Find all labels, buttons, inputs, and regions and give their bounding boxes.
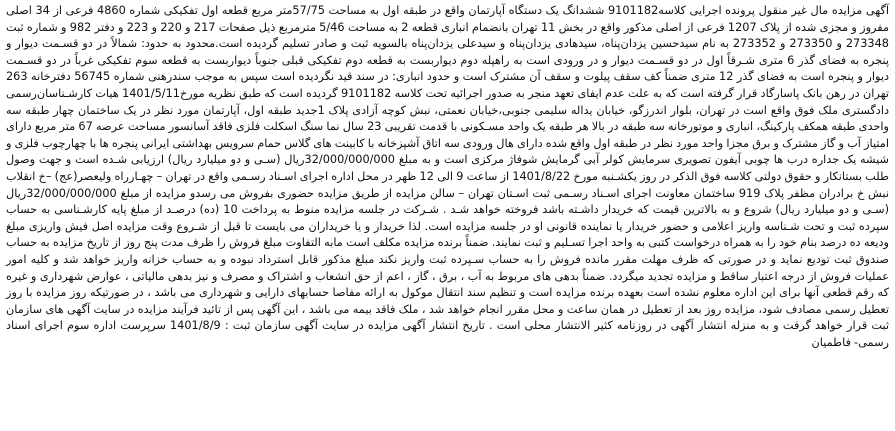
auction-notice-text: آگهی مزایده مال غیر منقول پرونده اجرایی کلاسه9101182 ششدانگ یک دستگاه آپارتمان واقع در طبقه اول به مساحت 57/75متر مربع قطعه اول تفکیکی شماره 4860 فرعی از 34 اصلی مفروز و مجزی شده از پلاک 1207 فرعی از اصلی مذکور واقع در بخش 11 تهران بانضمام انباری قطعه 2 به مساحت 5/46 مترمربع ذیل صفحات 217 و 220 و 223 و دفتر 982 و شماره ثبت 273348 و 273350 و 273352 به نام سیدحسین یزدان‌پناه، سیدهادی یزدان‌پناه و سیدعلی یزدان‌پناه بالسویه ثبت و صادر تسلیم گردیده است.محدود به حدود: شمالاً در دو قسـمت دیوار و پنجره به فضای گذر 6 متری شـرقاً اول در دو قسـمت دیوار و در ورودی است به راهپله دوم دیواربست به قطعه دوم تفکیکی قبلی جنوباً دیواربست به قطعه سوم تفکیکی غرباً در دو قسـمت دیوار و پنجره است به فضای گذر 12 متری ضمناً کف سقف پیلوت و سقف آن مشترک است و حدود انباری: در سند قید نگردیده است سپس به موجب سندرهنی شماره 56745 دفترخانه 263 تهران در رهن بانک پاسارگاد قرار گرفته است که به علت عدم ایفای تعهد منجر به صدور اجرائیه تحت کلاسه 9101182 گردیده است که طبق نظریه مورخ1401/5/11 هیات کارشـناسان‌رسمی دادگستری ملک فوق واقع است در تهران، بلوار اندرزگو، خیابان یداله سلیمی جنوبی،خیابان نعمتی، نبش کوچه آزادی پلاک 1جدید طبقه اول، آپارتمان مورد نظر در یک ساختمان چهار طبقه سه واحدی طبقه همکف پارکینگ، انباری و موتورخانه سه طبقه در بالا هر طبقه یک واحد مسـکونی با قدمت تقریبی 23 سال نما سنگ اسکلت فلزی فاقد آسانسور مساحت عرصه 67 متر مربع دارای امتیاز آب و گاز مشترک و برق مجزا واحد مورد نظر در طبقه اول واقع شده دارای هال ورودی سه اتاق آشپزخانه با کابینت های گلاس حمام سرویس بهداشتی ایرانی پنجره ها با چهارچوب فلزی و شیشه یک جداره درب ها چوبی آیفون تصویری سرمایش کولر آبی گرمایش شوفاژ مرکزی است و به مبلغ 32/000/000/000ریال (سـی و دو میلیارد ریال) ارزیابی شـده است و جهت وصول طلب بستانکار و حقوق دولتی کلاسه فوق الذکر در روز یکشـنبه مورخ 1401/8/22 از ساعت 9 الی 12 ظهر در محل اداره اجرای اسـناد رسـمی واقع در تهران – چهـارراه ولیعصر(عج) –خ انقلاب نبش خ برادران مظفر پلاک 919 ساختمان معاونت اجرای اسـناد رسـمی ثبت اسـتان تهران – سالن مزایده از طریق مزایده حضوری بفروش می رسدو مزایده از مبلغ 32/000/000/000ریال (سـی و دو میلیارد ریال) شروع و به بالاترین قیمت که خریدار داشـته باشد فروخته خواهد شـد . شـرکت در جلسه مزایده منوط به پرداخت 10 (ده) درصـد از مبلغ پایه کارشـناسی به حساب سپرده ثبت و تحت شـناسه واریز اعلامی و حضور خریدار یا نماینده قانونی او در جلسه مزایده است. لذا خریدار و یا خریداران می بایست تا قبل از شـروع وقت مزایده اصل فیش واریزی مبلغ ودیعه ده درصد بنام خود را به همراه درخواست کتبی به واحد اجرا تسـلیم و ثبت نمایند. ضمناً برنده مزایده مکلف است مابه التفاوت مبلغ فروش را ظرف مدت پنج روز از تاریخ مزایده به حساب صندوق ثبت تودیع نماید و در صورتی که ظرف مهلت مقرر مانده فروش را به حساب سـپرده ثبت واریز نکند مبلغ مذکور قابل استرداد نبوده و به حساب خزانه واریز خواهد شد و کلیه امور عملیات فروش از درجه اعتبار ساقط و مزایده تجدید میگردد. ضمناً بدهی های مربوط به آب ، برق ، گاز ، اعم از حق انشعاب و اشتراک و مصرف و نیز بدهی مالیاتی ، عوارض شهرداری و غیره که رقم قطعی آنها برای این اداره معلوم نشده است بعهده برنده مزایده است و تنظیم سند انتقال موکول به ارائه مفاصا حسابهای دارایی و شهرداری می باشد ، در صورتیکه روز مزایده با روز تعطیل رسمی مصادف شود، مزایده روز بعد از تعطیل در همان ساعت و محل مقرر انجام خواهد شد ، ملک فاقد بیمه می باشد ، این آگهی پس از تائید فرآیند مزایده در سایت آگهی های سازمان ثبت قرار خواهد گرفت و به منزله انتشار آگهی در روزنامه کثیر الانتشار محلی است . تاریخ انتشار آگهی مزایده در سایت آگهی سازمان ثبت : 1401/8/9 سرپرست اداره سوم اجرای اسناد رسمی- فاطمیان (6, 4, 890, 349)
